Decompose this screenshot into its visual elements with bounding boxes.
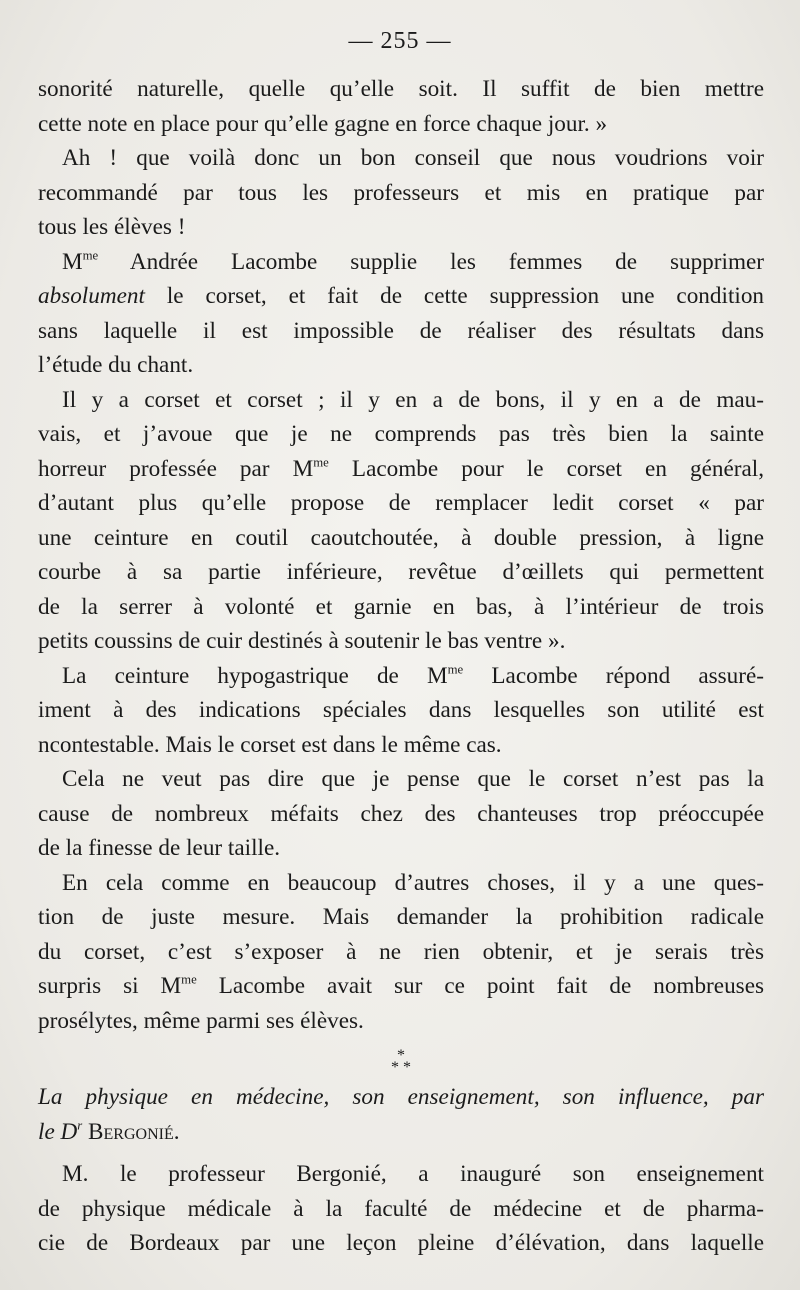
text-line: tous les élèves ! <box>38 214 186 240</box>
paragraph <box>38 141 764 245</box>
paragraph <box>38 762 764 866</box>
title-abbrev: $M^{me}$ <box>62 247 99 275</box>
text-line: l’étude du chant. <box>38 352 194 378</box>
text-line: de la serrer à volonté et garnie en bas, à l’intérieur de trois <box>38 593 764 620</box>
text-line: une ceinture en coutil caoutchoutée, à double pression, à ligne <box>38 524 764 551</box>
title-abbrev: $M^{me}$ <box>160 972 197 999</box>
text-line: Ah ! que voilà donc un bon conseil que nous voudrions voir <box>62 145 764 171</box>
text-line: du corset, c’est s’exposer à ne rien obtenir, et je serais très <box>38 938 764 965</box>
text-line: de physique médicale à la faculté de médecine et de pharma- <box>38 1195 764 1222</box>
text-line: $M^{me}$ Andrée Lacombe supplie les femmes de supprimer <box>62 247 764 275</box>
text-line: ncontestable. Mais le corset est dans le même cas. <box>38 731 502 758</box>
page-number: — 255 — <box>348 28 452 54</box>
heading-line: La physique en médecine, son enseignement, son influence, par <box>38 1084 764 1110</box>
paragraph <box>38 245 764 383</box>
section-separator <box>38 1047 764 1080</box>
text-line: En cela comme en beaucoup d’autres choses, il y a une ques- <box>62 869 764 896</box>
text-line: recommandé par tous les professeurs et mis en pratique par <box>38 179 764 206</box>
title-abbrev: $M^{me}$ <box>427 661 464 689</box>
asterism-top: * <box>397 1047 405 1064</box>
text-line: sonorité naturelle, quelle qu’elle soit. Il suffit de bien mettre <box>38 76 764 102</box>
text-line: M. le professeur Bergonié, a inauguré son enseignement <box>62 1161 764 1187</box>
paragraph <box>38 383 764 659</box>
paragraph <box>38 659 764 763</box>
text-line: iment à des indications spéciales dans lesquelles son utilité est <box>38 697 764 723</box>
text-line: vais, et j’avoue que je ne comprends pas très bien la sainte <box>38 421 764 447</box>
text-line: courbe à sa partie inférieure, revêtue d’œillets qui permettent <box>38 559 764 585</box>
text-line: cette note en place pour qu’elle gagne en force chaque jour. » <box>38 110 608 137</box>
text-line: cause de nombreux méfaits chez des chanteuses trop préoccupée <box>38 800 764 827</box>
text-line: surpris si $M^{me}$ Lacombe avait sur ce point fait de nombreuses <box>38 972 765 999</box>
text-line: Cela ne veut pas dire que je pense que le corset n’est pas la <box>62 766 764 792</box>
text-line: absolument le corset, et fait de cette suppression une condition <box>38 283 765 309</box>
text-line: d’autant plus qu’elle propose de remplacer ledit corset « par <box>38 490 764 516</box>
page-body <box>38 72 764 1261</box>
asterism-bottom: * * <box>391 1059 411 1076</box>
text-line: prosélytes, même parmi ses élèves. <box>38 1007 364 1034</box>
title-abbrev: $M^{me}$ <box>292 454 329 482</box>
text-line: de la finesse de leur taille. <box>38 835 281 861</box>
text-line: cie de Bordeaux par une leçon pleine d’élévation, dans laquelle <box>38 1230 764 1256</box>
author-name: Bergonié. <box>88 1118 180 1145</box>
paragraph <box>38 866 764 1039</box>
text-line: tion de juste mesure. Mais demander la prohibition radicale <box>38 904 764 930</box>
emphasis: absolument <box>38 283 145 309</box>
heading-line: le $D^r$ Bergonié. <box>38 1117 180 1145</box>
text-line: Il y a corset et corset ; il y en a de bons, il y en a de mau- <box>62 386 764 413</box>
paragraph <box>38 1157 764 1261</box>
text-line: petits coussins de cuir destinés à soutenir le bas ventre ». <box>38 628 566 654</box>
paragraph <box>38 72 764 141</box>
section-heading <box>38 1080 764 1149</box>
text-line: sans laquelle il est impossible de réaliser des résultats dans <box>38 317 764 344</box>
text-line: La ceinture hypogastrique de $M^{me}$ Lacombe répond assuré- <box>62 661 764 689</box>
text-line: horreur professée par $M^{me}$ Lacombe pour le corset en général, <box>38 454 765 482</box>
